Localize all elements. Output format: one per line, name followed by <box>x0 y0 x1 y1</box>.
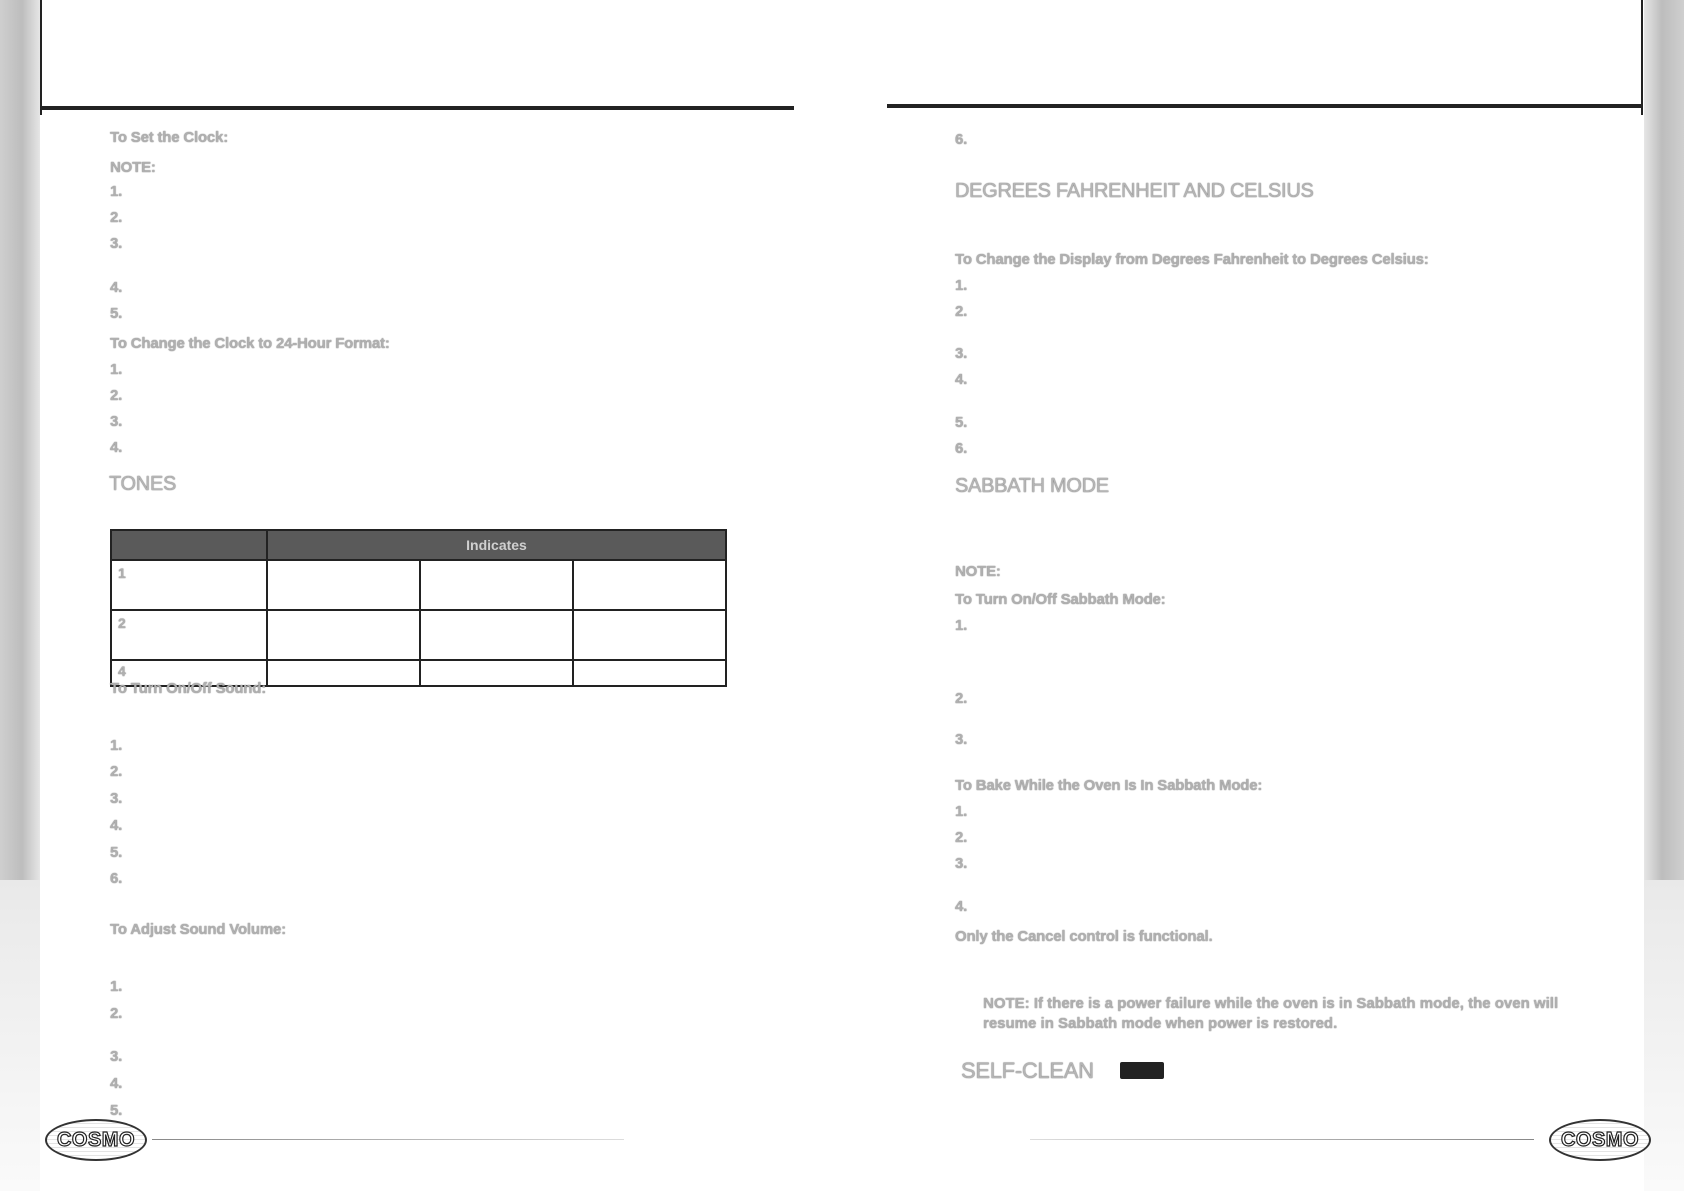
step-number: 3. <box>955 855 968 872</box>
step-number: 5. <box>110 305 123 322</box>
degrees-heading: DEGREES FAHRENHEIT AND CELSIUS <box>955 180 1314 202</box>
step-number: 5. <box>955 414 968 431</box>
footer-line-left <box>152 1139 624 1140</box>
footer-line-right <box>1030 1139 1534 1140</box>
cosmo-logo-right <box>1549 1119 1651 1161</box>
step-number: 1. <box>110 361 123 378</box>
degrees-subheading: To Change the Display from Degrees Fahrenheit to Degrees Celsius: <box>955 251 1429 268</box>
table-cell-label: 2 <box>111 610 267 660</box>
step-number: 1. <box>110 978 123 995</box>
step-number: 1. <box>955 803 968 820</box>
step-number: 3. <box>955 731 968 748</box>
step-number: 6. <box>955 440 968 457</box>
tones-heading: TONES <box>109 473 177 495</box>
table-cell <box>267 660 420 686</box>
step-number: 3. <box>110 1048 123 1065</box>
step-number: 2. <box>110 1005 123 1022</box>
table-row <box>111 560 726 610</box>
step-number: 1. <box>110 183 123 200</box>
step-number: 2. <box>955 690 968 707</box>
sabbath-heading: SABBATH MODE <box>955 475 1109 497</box>
note-label: NOTE: <box>110 159 156 176</box>
step-number: 5. <box>110 844 123 861</box>
table-cell <box>420 560 573 610</box>
table-cell <box>267 560 420 610</box>
step-number: 2. <box>110 387 123 404</box>
power-failure-note <box>983 994 1603 1034</box>
table-row <box>111 610 726 660</box>
table-cell <box>573 610 726 660</box>
step-number: 4. <box>110 439 123 456</box>
table-header-empty <box>111 530 267 560</box>
tones-table <box>110 529 727 687</box>
power-note-line: NOTE: If there is a power failure while the oven is in Sabbath mode, the oven will <box>983 995 1559 1012</box>
table-header-indicates: Indicates <box>267 530 726 560</box>
step-number: 4. <box>110 817 123 834</box>
step-number: 6. <box>955 131 968 148</box>
step-number: 3. <box>110 235 123 252</box>
step-number: 5. <box>110 1102 123 1119</box>
step-number: 1. <box>955 277 968 294</box>
step-number: 3. <box>110 413 123 430</box>
step-number: 4. <box>110 279 123 296</box>
cosmo-logo-left <box>45 1119 147 1161</box>
table-cell <box>573 660 726 686</box>
self-clean-heading: SELF-CLEAN <box>961 1058 1094 1083</box>
step-number: 1. <box>955 617 968 634</box>
logo-text: COSMO <box>56 1128 136 1151</box>
note-label: NOTE: <box>955 563 1001 580</box>
step-number: 6. <box>110 870 123 887</box>
step-number: 2. <box>955 303 968 320</box>
self-clean-badge <box>1120 1062 1164 1079</box>
table-cell-label: 1 <box>111 560 267 610</box>
volume-heading: To Adjust Sound Volume: <box>110 921 286 938</box>
step-number: 2. <box>110 209 123 226</box>
step-number: 2. <box>110 763 123 780</box>
table-cell <box>420 610 573 660</box>
table-cell <box>573 560 726 610</box>
step-number: 3. <box>955 345 968 362</box>
set-clock-heading: To Set the Clock: <box>110 129 228 146</box>
step-number: 3. <box>110 790 123 807</box>
step-number: 2. <box>955 829 968 846</box>
step-number: 1. <box>110 737 123 754</box>
step-number: 4. <box>110 1075 123 1092</box>
clock-24-heading: To Change the Clock to 24-Hour Format: <box>110 335 390 352</box>
cancel-text: Only the Cancel control is functional. <box>955 928 1213 945</box>
table-cell <box>420 660 573 686</box>
table-cell <box>267 610 420 660</box>
power-note-line: resume in Sabbath mode when power is restored. <box>983 1015 1338 1032</box>
sabbath-subheading: To Turn On/Off Sabbath Mode: <box>955 591 1166 608</box>
sound-heading: To Turn On/Off Sound: <box>110 680 267 697</box>
bake-subheading: To Bake While the Oven Is In Sabbath Mode: <box>955 777 1263 794</box>
logo-text: COSMO <box>1560 1128 1640 1151</box>
step-number: 4. <box>955 371 968 388</box>
table-cell-label: 4 <box>111 660 267 686</box>
step-number: 4. <box>955 898 968 915</box>
